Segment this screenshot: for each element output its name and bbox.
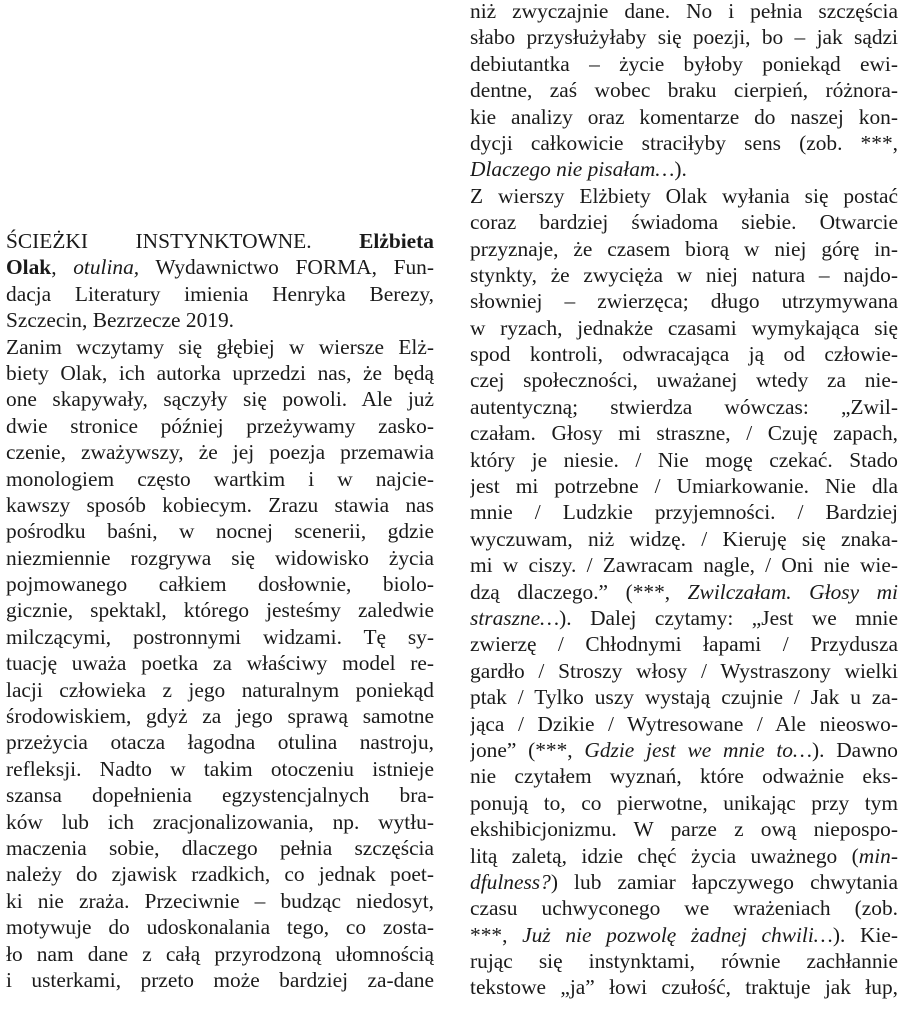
text-line [470,156,898,182]
text-span: mi w ciszy. / Zawracam nagle, / Oni nie wie- [470,553,898,578]
review-text-right-column [470,0,898,1001]
text-line [470,948,898,974]
text-span: stynkty, że zwycięża w niej natura – najdo- [470,262,898,287]
text-line [6,809,434,835]
text-span: który je niesie. / Nie mogę czekać. Stado [470,447,898,472]
text-span: i usterkami, przeto może bardziej za-dane [6,967,434,992]
text-span: wyczuwam, niż widzę. / Kieruję się znaka- [470,526,898,551]
text-line [6,307,434,333]
text-span: ło nam dane z całą przyrodzoną ułomnością [6,941,434,966]
text-span: ptak / Tylko uszy wystają czujnie / Jak u za- [470,685,898,710]
text-span: dzą dlaczego.” (***, [470,579,688,604]
text-span: monologiem często wartkim i w najcie- [6,466,434,491]
text-span: debiutantka – życie byłoby poniekąd ewi- [470,51,898,76]
text-line [470,394,898,420]
text-line [6,861,434,887]
text-span: kie analizy oraz komentarze do naszej kon- [470,104,898,129]
text-line [6,228,434,254]
text-span: ŚCIEŻKI INSTYNKTOWNE. [6,229,360,253]
text-line [6,254,434,280]
text-line [6,334,434,360]
text-line [470,0,898,24]
text-span: kawszy sposób kobiecym. Zrazu stawia nas [6,492,434,517]
text-span: biety Olak, ich autorka uprzedzi nas, że będą [6,360,434,385]
text-line [6,545,434,571]
text-line [470,684,898,710]
text-line [6,386,434,412]
text-span: czasu uchwyconego we wrażeniach (zob. [470,896,898,921]
text-line [6,967,434,993]
text-line [6,571,434,597]
text-line [470,552,898,578]
text-line [6,597,434,623]
text-span: dentne, zaś wobec braku cierpień, różnora- [470,78,898,103]
text-line [6,281,434,307]
text-line [470,843,898,869]
text-line [470,631,898,657]
text-span: litą zaletą, idzie chęć życia uważnego ( [470,843,859,868]
text-span: gicznie, spektakl, którego jesteśmy zaledwie [6,598,434,623]
text-line [470,130,898,156]
text-line [6,703,434,729]
text-line [470,473,898,499]
italic-text: Gdzie jest we mnie to… [584,737,812,762]
text-span: szansa dopełnienia egzystencjalnych bra- [6,783,434,808]
text-span: należy do zjawisk rzadkich, co jednak poet- [6,862,434,887]
text-line [470,605,898,631]
text-span: ). Dawno [812,737,898,762]
text-line [6,624,434,650]
text-line [6,650,434,676]
text-span: w ryzach, jednakże czasami wymykająca się [470,315,898,340]
text-line [470,183,898,209]
italic-text: dfulness? [470,869,551,894]
text-span: ). [674,157,687,182]
italic-text: otulina, [73,255,140,280]
text-span: gardło / Stroszy włosy / Wystraszony wielki [470,658,898,683]
text-span: środowiskiem, gdyż za jego sprawą samotne [6,704,434,729]
text-line [6,782,434,808]
text-span: dycji całkowicie straciłyby sens (zob. ***, [470,130,898,155]
text-span: one skapywały, sączyły się powoli. Ale już [6,387,434,412]
text-span: zwierzę / Chłodnymi łapami / Przydusza [470,632,898,657]
text-line [470,974,898,1000]
text-line [470,579,898,605]
bold-text: Olak [6,255,52,280]
text-span: autentyczną; stwierdza wówczas: „Zwil- [470,394,898,419]
text-line [6,835,434,861]
text-span: lacji człowieka z jego naturalnym poniekąd [6,677,434,702]
text-span: Z wierszy Elżbiety Olak wyłania się postać [470,183,898,208]
text-line [470,420,898,446]
text-span: milczącymi, postronnymi widzami. Tę sy- [6,624,434,649]
text-span: Zanim wczytamy się głębiej w wiersze Elż- [6,334,434,359]
text-span: , [51,255,74,280]
text-line [470,262,898,288]
text-span: maczenia sobie, dlaczego pełnia szczęścia [6,835,434,860]
text-line [6,677,434,703]
text-line [470,315,898,341]
text-span: Wydawnictwo FORMA, Fun- [139,255,434,280]
italic-text: Dlaczego nie pisałam… [470,157,675,182]
text-line [470,51,898,77]
text-span: mnie / Ludzkie przyjemności. / Bardziej [470,500,898,525]
text-line [470,816,898,842]
text-span: pojmowanego całkiem dosłownie, biolo- [6,572,434,597]
italic-text: Już nie pozwolę żadnej chwili… [522,922,833,947]
text-span: czałam. Głosy mi straszne, / Czuję zapach, [470,421,898,446]
text-span: słowniej – zwierzęca; długo utrzymywana [470,289,898,314]
text-span: motywuje do udoskonalania tego, co zosta- [6,915,434,940]
text-span: niezmiennie rozgrywa się widowisko życia [6,545,434,570]
text-line [470,236,898,262]
text-line [6,518,434,544]
text-span: Szczecin, Bezrzecze 2019. [6,308,235,333]
text-line [470,658,898,684]
text-span: jąca / Dzikie / Wytresowane / Ale nieoswo- [470,711,898,736]
text-span: ekshibicjonizmu. W parze z ową niepospo- [470,817,898,842]
text-line [470,209,898,235]
text-span: ponują to, co pierwotne, unikając przy tym [470,790,898,815]
text-line [470,447,898,473]
text-span: spod kontroli, odwracająca ją od człowie- [470,342,898,367]
text-line [470,922,898,948]
text-line [470,499,898,525]
italic-text: straszne… [470,605,560,630]
text-line [470,869,898,895]
text-span: czej społeczności, uważanej wtedy za nie- [470,368,898,393]
text-span: coraz bardziej świadoma siebie. Otwarcie [470,210,898,235]
text-line [6,941,434,967]
text-line [6,492,434,518]
text-span: ). Dalej czytamy: „Jest we mnie [559,605,898,630]
text-line [470,341,898,367]
text-line [470,737,898,763]
italic-text: min- [858,843,898,868]
text-span: dwie stronice później przeżywamy zasko- [6,413,434,438]
text-span: ). Kie- [832,922,898,947]
text-line [6,914,434,940]
text-line [470,895,898,921]
text-span: dacja Literatury imienia Henryka Berezy, [6,281,434,306]
text-span: niż zwyczajnie dane. No i pełnia szczęścia [470,0,898,23]
text-span: rując się instynktami, równie zachłannie [470,949,898,974]
text-span: przeżycia otacza łagodna otulina nastroju, [6,730,434,755]
text-line [6,360,434,386]
text-line [470,526,898,552]
text-span: ***, [470,922,523,947]
text-line [6,729,434,755]
text-span: refleksji. Nadto w takim otoczeniu istnieje [6,756,434,781]
text-span: czenie, zważywszy, że jej poezja przemawia [6,440,434,465]
text-span: ) lub zamiar łapczywego chwytania [550,869,898,894]
text-line [6,413,434,439]
text-span: jest mi potrzebne / Umiarkowanie. Nie dla [470,474,898,499]
text-span: tuację uważa poetka za właściwy model re- [6,651,434,676]
text-line [6,439,434,465]
text-span: przyznaje, że czasem biorą w niej górę in- [470,236,898,261]
text-span: tekstowe „ja” łowi czułość, traktuje jak łup, [470,975,898,1000]
text-line [470,367,898,393]
text-line [470,763,898,789]
text-span: słabo przysłużyłaby się poezji, bo – jak sądzi [470,25,898,50]
text-span: nie czytałem wyznań, które odważnie eks- [470,764,898,789]
review-text-left-column [6,228,434,993]
text-line [6,888,434,914]
text-line [6,466,434,492]
text-line [470,790,898,816]
text-line [470,711,898,737]
text-line [470,77,898,103]
text-line [6,756,434,782]
text-line [470,104,898,130]
text-line [470,288,898,314]
text-span: pośrodku baśni, w nocnej scenerii, gdzie [6,519,434,544]
text-line [470,24,898,50]
italic-text: Zwilczałam. Głosy mi [687,579,898,604]
text-span: ków lub ich zracjonalizowania, np. wytłu- [6,809,434,834]
bold-text: Elżbieta [359,229,434,253]
text-span: jone” (***, [470,737,585,762]
text-span: ki nie zraża. Przeciwnie – budząc niedosyt, [6,888,434,913]
